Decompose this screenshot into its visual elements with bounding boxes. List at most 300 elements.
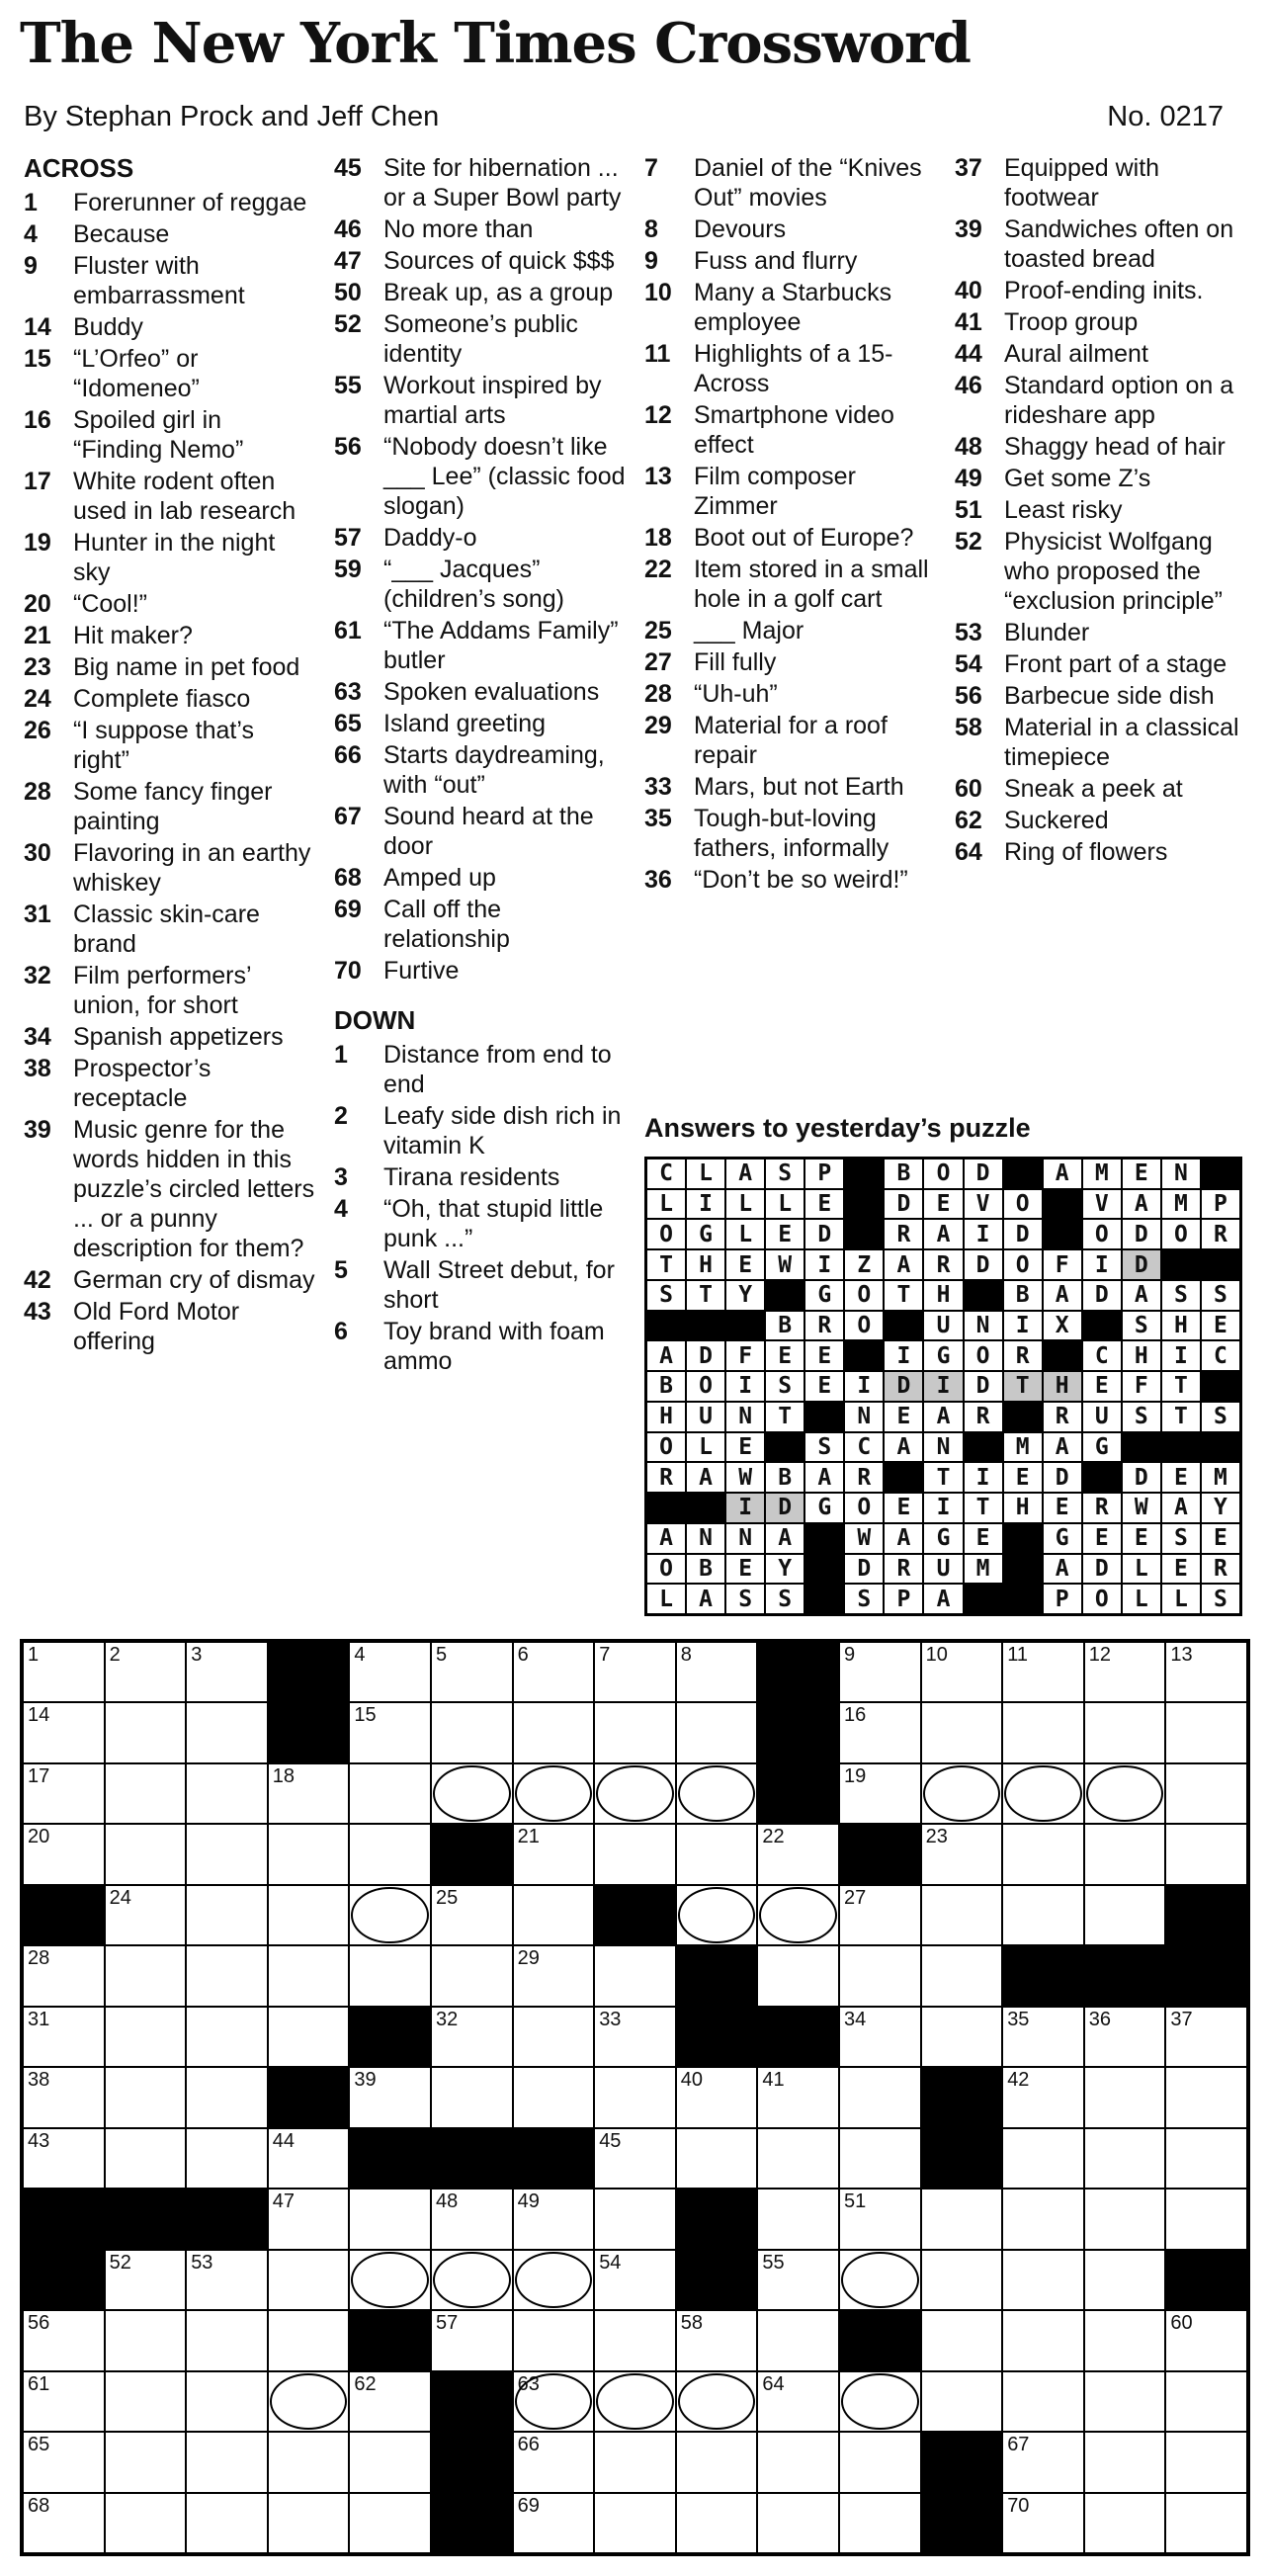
grid-cell[interactable]: [594, 2067, 676, 2127]
grid-cell[interactable]: [1084, 2493, 1166, 2553]
clue-item: [955, 837, 1246, 867]
grid-cell[interactable]: [1002, 2189, 1084, 2249]
clue-item: [24, 1297, 315, 1356]
answer-cell: A: [804, 1462, 844, 1493]
grid-cell[interactable]: [839, 2067, 921, 2127]
answer-cell: Y: [1201, 1493, 1240, 1523]
grid-cell[interactable]: [513, 1885, 595, 1945]
grid-cell[interactable]: [513, 1642, 595, 1702]
grid-cell[interactable]: [268, 1763, 350, 1824]
answer-cell: E: [1161, 1554, 1201, 1585]
grid-cell[interactable]: [839, 1702, 921, 1762]
cell-number: 20: [28, 1826, 50, 1848]
clue-item: [955, 713, 1246, 772]
clue-number: 4: [334, 1195, 348, 1223]
answer-cell: D: [1082, 1554, 1122, 1585]
grid-cell[interactable]: [268, 1824, 350, 1884]
black-square: [349, 2007, 431, 2067]
answer-cell: W: [765, 1249, 804, 1280]
grid-cell[interactable]: [349, 1702, 431, 1762]
black-square: [431, 1824, 513, 1884]
black-square: [1165, 1885, 1247, 1945]
grid-cell[interactable]: [1165, 2493, 1247, 2553]
grid-cell[interactable]: [839, 1763, 921, 1824]
grid-cell[interactable]: [186, 2128, 268, 2189]
grid-cell[interactable]: [839, 2250, 921, 2310]
grid-cell[interactable]: [1165, 2189, 1247, 2249]
grid-cell[interactable]: [186, 2067, 268, 2127]
clue-item: [334, 895, 626, 954]
grid-cell[interactable]: [676, 2371, 758, 2432]
clue-number: 70: [334, 957, 362, 985]
grid-cell[interactable]: [676, 1885, 758, 1945]
answer-cell: E: [725, 1249, 765, 1280]
clue-item: [955, 215, 1246, 274]
grid-cell[interactable]: [839, 2128, 921, 2189]
clue-text: Daniel of the “Knives Out” movies: [694, 154, 922, 212]
grid-cell[interactable]: [1165, 2007, 1247, 2067]
clue-number: 14: [24, 313, 51, 341]
clue-item: [644, 215, 936, 244]
grid-cell[interactable]: [105, 2007, 187, 2067]
grid-cell[interactable]: [1002, 2067, 1084, 2127]
grid-cell[interactable]: [186, 2250, 268, 2310]
clue-number: 44: [955, 340, 982, 368]
clue-column-3: [644, 153, 936, 897]
grid-cell[interactable]: [349, 2189, 431, 2249]
grid-cell[interactable]: [105, 1885, 187, 1945]
grid-cell[interactable]: [921, 1763, 1003, 1824]
grid-cell[interactable]: [1165, 2310, 1247, 2370]
grid-cell[interactable]: [268, 1945, 350, 2006]
clue-text: Classic skin-care brand: [73, 901, 260, 958]
grid-cell[interactable]: [105, 1702, 187, 1762]
grid-cell[interactable]: [839, 1642, 921, 1702]
grid-cell[interactable]: [105, 1763, 187, 1824]
grid-cell[interactable]: [513, 1824, 595, 1884]
grid-cell[interactable]: [921, 2250, 1003, 2310]
answer-cell: L: [1161, 1584, 1201, 1614]
grid-cell[interactable]: [1002, 2493, 1084, 2553]
grid-cell[interactable]: [676, 2432, 758, 2492]
grid-cell[interactable]: [431, 2189, 513, 2249]
grid-cell[interactable]: [431, 2007, 513, 2067]
grid-cell[interactable]: [757, 1824, 839, 1884]
grid-cell[interactable]: [105, 2067, 187, 2127]
grid-cell[interactable]: [1002, 2007, 1084, 2067]
answer-black-cell: [1201, 1432, 1240, 1463]
grid-cell[interactable]: [513, 1763, 595, 1824]
grid-cell[interactable]: [23, 2432, 105, 2492]
answer-cell: I: [923, 1371, 963, 1402]
grid-cell[interactable]: [349, 1642, 431, 1702]
across-heading: ACROSS: [24, 153, 134, 183]
answer-cell: C: [646, 1159, 686, 1189]
grid-cell[interactable]: [1165, 1824, 1247, 1884]
grid-cell[interactable]: [105, 2310, 187, 2370]
grid-cell[interactable]: [757, 1945, 839, 2006]
grid-cell[interactable]: [921, 1824, 1003, 1884]
grid-cell[interactable]: [186, 2371, 268, 2432]
grid-cell[interactable]: [921, 1702, 1003, 1762]
clue-item: [24, 900, 315, 959]
grid-cell[interactable]: [186, 1763, 268, 1824]
clue-item: [644, 523, 936, 553]
clue-text: Prospector’s receptacle: [73, 1055, 212, 1112]
grid-cell[interactable]: [1165, 1763, 1247, 1824]
grid-cell[interactable]: [1002, 2432, 1084, 2492]
cell-number: 6: [517, 1644, 529, 1666]
clue-number: 61: [334, 617, 362, 644]
answer-cell: H: [1161, 1311, 1201, 1341]
grid-cell[interactable]: [1002, 1824, 1084, 1884]
grid-cell[interactable]: [431, 2250, 513, 2310]
cell-number: 45: [599, 2129, 622, 2152]
answer-black-cell: [884, 1462, 923, 1493]
answer-cell: Y: [725, 1280, 765, 1311]
grid-cell[interactable]: [186, 1642, 268, 1702]
answer-cell: E: [1043, 1493, 1082, 1523]
grid-cell[interactable]: [1002, 1702, 1084, 1762]
answer-cell: I: [804, 1249, 844, 1280]
grid-cell[interactable]: [1002, 1763, 1084, 1824]
grid-cell[interactable]: [839, 2007, 921, 2067]
grid-cell[interactable]: [1084, 1642, 1166, 1702]
grid-cell[interactable]: [23, 2067, 105, 2127]
grid-cell[interactable]: [349, 2067, 431, 2127]
grid-cell[interactable]: [23, 1824, 105, 1884]
answer-cell: A: [923, 1219, 963, 1249]
grid-cell[interactable]: [431, 1702, 513, 1762]
grid-cell[interactable]: [105, 1642, 187, 1702]
cell-number: 16: [843, 1704, 867, 1727]
grid-cell[interactable]: [23, 1945, 105, 2006]
grid-cell[interactable]: [1084, 2371, 1166, 2432]
grid-cell[interactable]: [268, 2432, 350, 2492]
clue-text: Forerunner of reggae: [73, 189, 307, 216]
answer-cell: D: [884, 1189, 923, 1220]
grid-cell[interactable]: [1084, 2128, 1166, 2189]
grid-cell[interactable]: [268, 2250, 350, 2310]
grid-cell[interactable]: [676, 1763, 758, 1824]
grid-cell[interactable]: [105, 2432, 187, 2492]
answer-cell: M: [1003, 1432, 1043, 1463]
answer-cell: W: [725, 1462, 765, 1493]
grid-cell[interactable]: [23, 1642, 105, 1702]
grid-cell[interactable]: [1084, 2067, 1166, 2127]
grid-cell[interactable]: [105, 2371, 187, 2432]
grid-cell[interactable]: [1084, 2432, 1166, 2492]
grid-cell[interactable]: [513, 2189, 595, 2249]
grid-cell[interactable]: [268, 2310, 350, 2370]
grid-cell[interactable]: [594, 1945, 676, 2006]
grid-cell[interactable]: [594, 2371, 676, 2432]
clue-number: 2: [334, 1102, 348, 1130]
answer-cell: G: [1082, 1432, 1122, 1463]
clue-item: [955, 495, 1246, 525]
cell-number: 40: [680, 2069, 704, 2092]
clue-item: [334, 371, 626, 430]
grid-cell[interactable]: [839, 1945, 921, 2006]
grid-cell[interactable]: [186, 2310, 268, 2370]
grid-cell[interactable]: [105, 2128, 187, 2189]
grid-cell[interactable]: [757, 2189, 839, 2249]
grid-cell[interactable]: [431, 1642, 513, 1702]
grid-cell[interactable]: [186, 1702, 268, 1762]
clue-text: “Nobody doesn’t like ___ Lee” (classic food slogan): [383, 433, 626, 520]
answer-cell: L: [725, 1189, 765, 1220]
grid-cell[interactable]: [105, 2493, 187, 2553]
grid-cell[interactable]: [268, 1885, 350, 1945]
answer-cell: O: [844, 1311, 884, 1341]
answer-black-cell: [844, 1219, 884, 1249]
grid-cell[interactable]: [513, 2067, 595, 2127]
answer-black-cell: [686, 1311, 725, 1341]
clue-text: Site for hibernation ... or a Super Bowl party: [383, 154, 622, 212]
grid-cell[interactable]: [513, 2310, 595, 2370]
grid-cell[interactable]: [23, 1763, 105, 1824]
grid-cell[interactable]: [105, 1824, 187, 1884]
answer-cell: Z: [844, 1249, 884, 1280]
grid-cell[interactable]: [757, 2371, 839, 2432]
clue-item: [955, 618, 1246, 647]
clue-item: [334, 709, 626, 738]
cell-number: 47: [272, 2190, 296, 2213]
clue-text: Because: [73, 220, 170, 248]
grid-cell[interactable]: [594, 1824, 676, 1884]
grid-cell[interactable]: [676, 2493, 758, 2553]
grid-cell[interactable]: [921, 2007, 1003, 2067]
grid-cell[interactable]: [757, 2493, 839, 2553]
clue-number: 7: [644, 154, 658, 182]
grid-cell[interactable]: [594, 1763, 676, 1824]
grid-cell[interactable]: [1084, 1763, 1166, 1824]
clue-text: Mars, but not Earth: [694, 773, 904, 801]
answer-cell: H: [923, 1280, 963, 1311]
grid-cell[interactable]: [1002, 1642, 1084, 1702]
grid-cell[interactable]: [186, 1885, 268, 1945]
grid-cell[interactable]: [513, 1945, 595, 2006]
answer-cell: W: [844, 1523, 884, 1554]
answer-cell: B: [1003, 1280, 1043, 1311]
grid-cell[interactable]: [594, 2310, 676, 2370]
grid-cell[interactable]: [839, 2493, 921, 2553]
grid-cell[interactable]: [349, 2371, 431, 2432]
clue-number: 25: [644, 617, 672, 644]
clue-text: ___ Major: [694, 617, 804, 644]
clue-text: Flavoring in an earthy whiskey: [73, 839, 311, 897]
grid-cell[interactable]: [349, 1885, 431, 1945]
answer-cell: O: [1003, 1189, 1043, 1220]
grid-cell[interactable]: [513, 1702, 595, 1762]
grid-cell[interactable]: [1002, 2371, 1084, 2432]
answer-cell: M: [1201, 1462, 1240, 1493]
grid-cell[interactable]: [186, 1824, 268, 1884]
clue-item: [24, 716, 315, 775]
grid-cell[interactable]: [594, 2432, 676, 2492]
cell-number: 61: [28, 2372, 50, 2395]
answer-cell: B: [765, 1462, 804, 1493]
grid-cell[interactable]: [268, 2007, 350, 2067]
grid-cell[interactable]: [105, 1945, 187, 2006]
answer-black-cell: [844, 1340, 884, 1371]
grid-cell[interactable]: [23, 2310, 105, 2370]
clue-text: Starts daydreaming, with “out”: [383, 741, 605, 799]
grid-cell[interactable]: [513, 2493, 595, 2553]
answer-black-cell: [1003, 1402, 1043, 1432]
grid-cell[interactable]: [757, 2067, 839, 2127]
grid-cell[interactable]: [268, 2189, 350, 2249]
black-square: [676, 2189, 758, 2249]
grid-cell[interactable]: [594, 2007, 676, 2067]
grid-cell[interactable]: [594, 2493, 676, 2553]
grid-cell[interactable]: [431, 2067, 513, 2127]
grid-cell[interactable]: [757, 2310, 839, 2370]
grid-cell[interactable]: [23, 2493, 105, 2553]
clue-item: [955, 806, 1246, 835]
grid-cell[interactable]: [268, 2371, 350, 2432]
grid-cell[interactable]: [1165, 2128, 1247, 2189]
grid-cell[interactable]: [594, 2128, 676, 2189]
clue-item: [955, 681, 1246, 711]
grid-cell[interactable]: [757, 2250, 839, 2310]
answer-black-cell: [1043, 1189, 1082, 1220]
grid-cell[interactable]: [349, 1945, 431, 2006]
answer-cell: P: [1201, 1189, 1240, 1220]
black-square: [594, 1885, 676, 1945]
grid-cell[interactable]: [23, 2371, 105, 2432]
answer-cell: H: [1043, 1371, 1082, 1402]
grid-cell[interactable]: [1002, 2250, 1084, 2310]
grid-cell[interactable]: [594, 1702, 676, 1762]
grid-cell[interactable]: [186, 2432, 268, 2492]
grid-cell[interactable]: [513, 2250, 595, 2310]
grid-cell[interactable]: [839, 2432, 921, 2492]
grid-cell[interactable]: [431, 2310, 513, 2370]
grid-cell[interactable]: [1002, 1885, 1084, 1945]
grid-cell[interactable]: [676, 2310, 758, 2370]
grid-cell[interactable]: [1084, 2250, 1166, 2310]
grid-cell[interactable]: [1084, 2310, 1166, 2370]
grid-cell[interactable]: [921, 1642, 1003, 1702]
clue-number: 67: [334, 803, 362, 830]
grid-cell[interactable]: [186, 2007, 268, 2067]
clue-number: 46: [334, 215, 362, 243]
grid-cell[interactable]: [676, 1642, 758, 1702]
grid-cell[interactable]: [1165, 2371, 1247, 2432]
clue-item: [334, 555, 626, 614]
grid-cell[interactable]: [513, 2432, 595, 2492]
grid-cell[interactable]: [349, 2493, 431, 2553]
grid-cell[interactable]: [186, 1945, 268, 2006]
grid-cell[interactable]: [349, 1824, 431, 1884]
grid-cell[interactable]: [921, 2371, 1003, 2432]
grid-cell[interactable]: [1084, 2189, 1166, 2249]
grid-cell[interactable]: [757, 2128, 839, 2189]
grid-cell[interactable]: [1084, 1824, 1166, 1884]
grid-cell[interactable]: [594, 2250, 676, 2310]
answer-cell: U: [923, 1554, 963, 1585]
grid-cell[interactable]: [349, 1763, 431, 1824]
grid-cell[interactable]: [431, 1763, 513, 1824]
grid-cell[interactable]: [268, 2128, 350, 2189]
grid-cell[interactable]: [349, 2250, 431, 2310]
grid-cell[interactable]: [757, 1885, 839, 1945]
grid-cell[interactable]: [1002, 2310, 1084, 2370]
grid-cell[interactable]: [349, 2432, 431, 2492]
grid-cell[interactable]: [921, 2310, 1003, 2370]
grid-cell[interactable]: [431, 1885, 513, 1945]
clue-text: White rodent often used in lab research: [73, 468, 296, 525]
answer-cell: T: [765, 1402, 804, 1432]
clue-item: [334, 246, 626, 276]
grid-cell[interactable]: [1084, 2007, 1166, 2067]
grid-cell[interactable]: [23, 2128, 105, 2189]
clue-item: [24, 405, 315, 465]
grid-cell[interactable]: [839, 2189, 921, 2249]
grid-cell[interactable]: [268, 2493, 350, 2553]
clue-number: 60: [955, 775, 982, 803]
grid-cell[interactable]: [1165, 1642, 1247, 1702]
grid-cell[interactable]: [431, 1945, 513, 2006]
clue-number: 46: [955, 372, 982, 399]
grid-cell[interactable]: [839, 1885, 921, 1945]
grid-cell[interactable]: [105, 2250, 187, 2310]
grid-cell[interactable]: [676, 2067, 758, 2127]
answer-black-cell: [1082, 1462, 1122, 1493]
answer-cell: C: [1082, 1340, 1122, 1371]
grid-cell[interactable]: [1084, 1702, 1166, 1762]
grid-cell[interactable]: [921, 2189, 1003, 2249]
answer-cell: F: [725, 1340, 765, 1371]
answer-cell: R: [964, 1402, 1003, 1432]
clue-item: [334, 802, 626, 861]
grid-cell[interactable]: [23, 1702, 105, 1762]
grid-cell[interactable]: [1165, 2432, 1247, 2492]
answer-cell: R: [844, 1462, 884, 1493]
grid-cell[interactable]: [676, 2128, 758, 2189]
grid-cell[interactable]: [513, 2371, 595, 2432]
grid-cell[interactable]: [513, 2007, 595, 2067]
grid-cell[interactable]: [676, 1824, 758, 1884]
clue-text: Sources of quick $$$: [383, 247, 615, 275]
grid-cell[interactable]: [839, 2371, 921, 2432]
grid-cell[interactable]: [757, 2432, 839, 2492]
grid-cell[interactable]: [1165, 2067, 1247, 2127]
grid-cell[interactable]: [186, 2493, 268, 2553]
crossword-grid[interactable]: [20, 1639, 1250, 2556]
grid-cell[interactable]: [594, 1642, 676, 1702]
grid-cell[interactable]: [1165, 1702, 1247, 1762]
answer-black-cell: [1003, 1584, 1043, 1614]
grid-cell[interactable]: [594, 2189, 676, 2249]
answer-cell: A: [1122, 1280, 1161, 1311]
grid-cell[interactable]: [676, 1702, 758, 1762]
grid-cell[interactable]: [1084, 1885, 1166, 1945]
clue-number: 26: [24, 717, 51, 744]
grid-cell[interactable]: [1002, 2128, 1084, 2189]
answer-cell: H: [646, 1402, 686, 1432]
clue-number: 40: [955, 277, 982, 304]
cell-number: 4: [354, 1644, 366, 1666]
grid-cell[interactable]: [23, 2007, 105, 2067]
answer-cell: N: [725, 1402, 765, 1432]
grid-cell[interactable]: [921, 1945, 1003, 2006]
clue-number: 37: [955, 154, 982, 182]
clue-text: Blunder: [1004, 619, 1090, 646]
grid-cell[interactable]: [921, 1885, 1003, 1945]
clue-number: 35: [644, 805, 672, 832]
